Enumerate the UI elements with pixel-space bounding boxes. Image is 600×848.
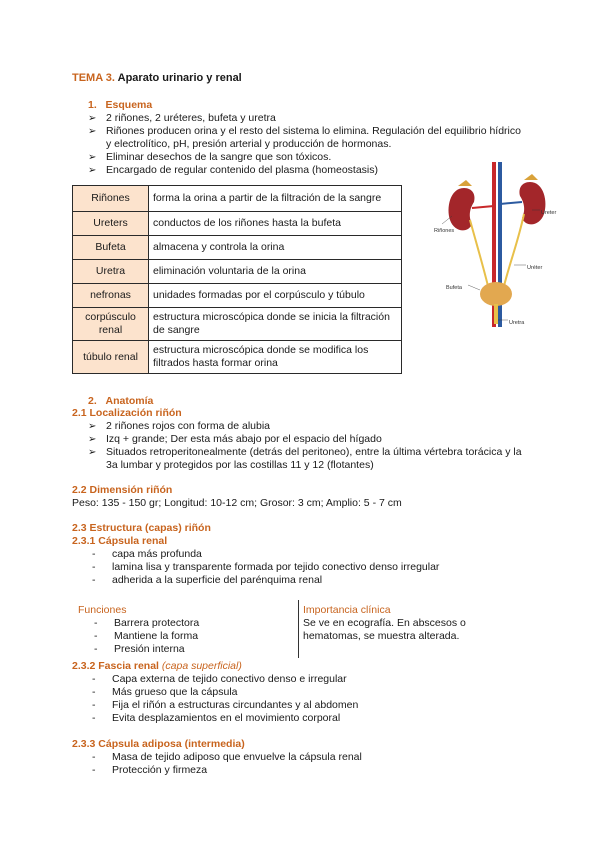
list-item: ➢ Situados retroperitonealmente (detrás del peritoneo), entre la última vértebra torácica y la 3a lumbar y protegidos por las costillas 11 y 12 (flotantes) [88, 446, 533, 472]
list-item: - capa más profunda [92, 548, 522, 561]
section-1-heading: 1. Esquema [88, 99, 153, 111]
column-divider [298, 600, 299, 658]
list-item: - Fija el riñón a estructuras circundantes y al abdomen [92, 699, 522, 712]
label-bufeta: Bufeta [446, 285, 462, 291]
urinary-system-illustration [432, 162, 562, 327]
list-item: - lamina lisa y transparente formada por tejido conectivo denso irregular [92, 561, 522, 574]
list-item: - Barrera protectora [94, 617, 284, 630]
table-row: nefronas unidades formadas por el corpúsculo y túbulo [73, 284, 402, 308]
table-row: Uretra eliminación voluntaria de la orina [73, 260, 402, 284]
list-item: - Protección y firmeza [92, 764, 522, 777]
section-2-3-2-title: 2.3.2 Fascia renal (capa superficial) [72, 660, 242, 672]
section-2-3-1-list [92, 548, 522, 587]
page-title: TEMA 3. Aparato urinario y renal [72, 72, 242, 84]
bladder-shape [480, 282, 512, 306]
urethra-shape [494, 304, 498, 324]
label-ureter-2: Uréter [527, 265, 543, 271]
list-item: - Evita desplazamientos en el movimiento corporal [92, 712, 522, 725]
funciones-title: Funciones [78, 604, 127, 616]
table-row: túbulo renal estructura microscópica donde se modifica los filtrados hasta formar orina [73, 341, 402, 374]
table-row: corpúsculo renal estructura microscópica donde se inicia la filtración de sangre [73, 308, 402, 341]
list-item: ➢ Eliminar desechos de la sangre que son tóxicos. [88, 151, 528, 164]
section-2-1-bullets [88, 420, 533, 472]
definitions-table [72, 185, 402, 374]
section-2-3-title: 2.3 Estructura (capas) riñón [72, 522, 211, 534]
list-item: - adherida a la superficie del parénquima renal [92, 574, 522, 587]
section-2-3-2-list [92, 673, 522, 725]
list-item: - Mantiene la forma [94, 630, 284, 643]
section-2-heading: 2. Anatomía [88, 395, 154, 407]
label-uretra: Uretra [509, 320, 525, 326]
section-2-3-3-list [92, 751, 522, 777]
list-item: - Capa externa de tejido conectivo denso e irregular [92, 673, 522, 686]
list-item: ➢ Encargado de regular contenido del plasma (homeostasis) [88, 164, 528, 177]
list-item: ➢ Izq + grande; Der esta más abajo por el espacio del hígado [88, 433, 533, 446]
section-2-3-3-title: 2.3.3 Cápsula adiposa (intermedia) [72, 738, 245, 750]
section-2-3-1-title: 2.3.1 Cápsula renal [72, 535, 168, 547]
list-item: ➢ 2 riñones, 2 uréteres, bufeta y uretra [88, 112, 528, 125]
table-row: Riñones forma la orina a partir de la filtración de la sangre [73, 186, 402, 212]
section-2-1-title: 2.1 Localización riñón [72, 407, 182, 419]
label-ureter: Ureter [541, 210, 557, 216]
funciones-list [94, 617, 284, 656]
left-ureter-shape [470, 220, 488, 286]
list-item: - Más grueso que la cápsula [92, 686, 522, 699]
list-item: ➢ 2 riñones rojos con forma de alubia [88, 420, 533, 433]
importancia-text: Se ve en ecografía. En abscesos o hematomas, se muestra alterada. [303, 617, 466, 642]
urinary-system-diagram [432, 162, 562, 327]
table-row: Bufeta almacena y controla la orina [73, 236, 402, 260]
list-item: ➢ Riñones producen orina y el resto del sistema lo elimina. Regulación del equilibrio hídrico y electrolítico, pH, presión arterial y producción de hormonas. [88, 125, 528, 151]
section-2-2-title: 2.2 Dimensión riñón [72, 484, 173, 496]
table-row: Ureters conductos de los riñones hasta la bufeta [73, 212, 402, 236]
list-item: - Presión interna [94, 643, 284, 656]
section-2-2-text: Peso: 135 - 150 gr; Longitud: 10-12 cm; Grosor: 3 cm; Amplio: 5 - 7 cm [72, 497, 402, 509]
right-ureter-shape [504, 214, 524, 286]
list-item: - Masa de tejido adiposo que envuelve la cápsula renal [92, 751, 522, 764]
label-rinones: Riñones [434, 228, 455, 234]
importancia-title: Importancia clínica [303, 604, 391, 616]
